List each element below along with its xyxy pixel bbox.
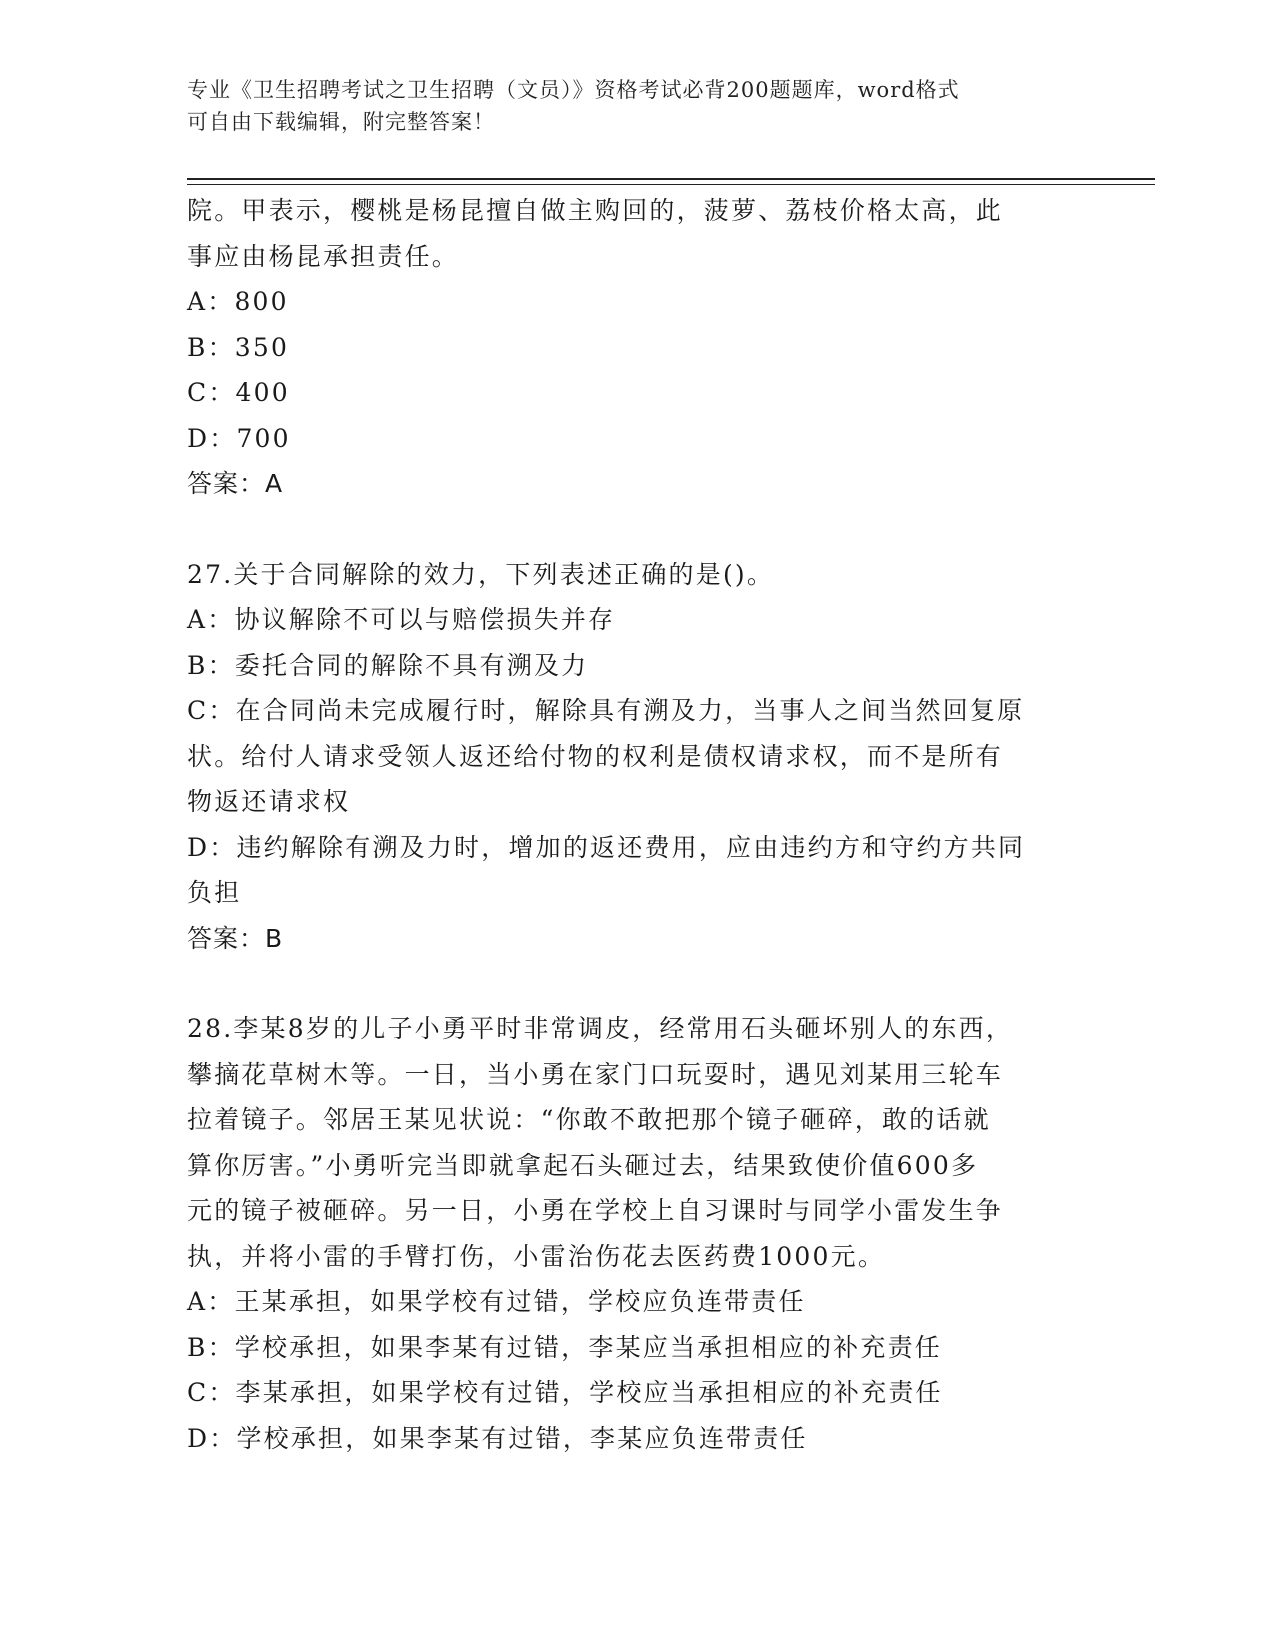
document-header (187, 74, 1067, 138)
question-26-continued (187, 188, 1075, 507)
option-d: D：学校承担，如果李某有过错，李某应负连带责任 (187, 1423, 808, 1453)
option-c: C：李某承担，如果学校有过错，学校应当承担相应的补充责任 (187, 1378, 943, 1407)
option-a: A：800 (187, 287, 289, 316)
question-stem-line: 元的镜子被砸碎。另一日，小勇在学校上自习课时与同学小雷发生争 (187, 1196, 1004, 1225)
header-line-2: 可自由下载编辑，附完整答案！ (187, 110, 495, 134)
question-stem-line: 拉着镜子。邻居王某见状说：“你敢不敢把那个镜子砸碎，敢的话就 (187, 1105, 991, 1134)
question-28 (187, 1006, 1075, 1461)
question-stem-line: 攀摘花草树木等。一日，当小勇在家门口玩耍时，遇见刘某用三轮车 (187, 1059, 1004, 1089)
document-body (187, 188, 1075, 1461)
option-c: C：400 (187, 378, 290, 407)
option-a: A：协议解除不可以与赔偿损失并存 (187, 605, 616, 634)
question-stem: 27.关于合同解除的效力，下列表述正确的是()。 (187, 559, 775, 589)
answer-line: 答案：A (187, 469, 284, 498)
question-27 (187, 552, 1075, 962)
question-stem-line: 院。甲表示，樱桃是杨昆擅自做主购回的，菠萝、荔枝价格太高，此 (187, 196, 1004, 225)
option-c-line: 状。给付人请求受领人返还给付物的权利是债权请求权，而不是所有 (187, 741, 1004, 771)
question-stem-line: 执，并将小雷的手臂打伤，小雷治伤花去医药费1000元。 (187, 1241, 886, 1271)
spacer (187, 961, 1075, 1006)
answer-line: 答案：B (187, 923, 284, 953)
option-b: B：350 (187, 332, 290, 362)
header-line-1: 专业《卫生招聘考试之卫生招聘（文员）》资格考试必背200题题库，word格式 (187, 78, 960, 102)
option-d-line: 负担 (187, 878, 242, 907)
option-d: D：700 (187, 423, 291, 453)
header-rule-thick (187, 178, 1155, 180)
option-b: B：委托合同的解除不具有溯及力 (187, 650, 589, 680)
spacer (187, 507, 1075, 552)
question-stem-line: 28.李某8岁的儿子小勇平时非常调皮，经常用石头砸坏别人的东西， (187, 1014, 1014, 1043)
question-stem-line: 算你厉害。”小勇听完当即就拿起石头砸过去，结果致使价值600多 (187, 1150, 979, 1180)
option-d-line: D：违约解除有溯及力时，增加的返还费用，应由违约方和守约方共同 (187, 832, 1026, 862)
option-c-line: 物返还请求权 (187, 787, 351, 816)
option-b: B：学校承担，如果李某有过错，李某应当承担相应的补充责任 (187, 1332, 942, 1362)
option-a: A：王某承担，如果学校有过错，学校应负连带责任 (187, 1287, 806, 1316)
option-c-line: C：在合同尚未完成履行时，解除具有溯及力，当事人之间当然回复原 (187, 696, 1025, 725)
header-rule-thin (187, 184, 1155, 185)
question-stem-line: 事应由杨昆承担责任。 (187, 241, 460, 271)
